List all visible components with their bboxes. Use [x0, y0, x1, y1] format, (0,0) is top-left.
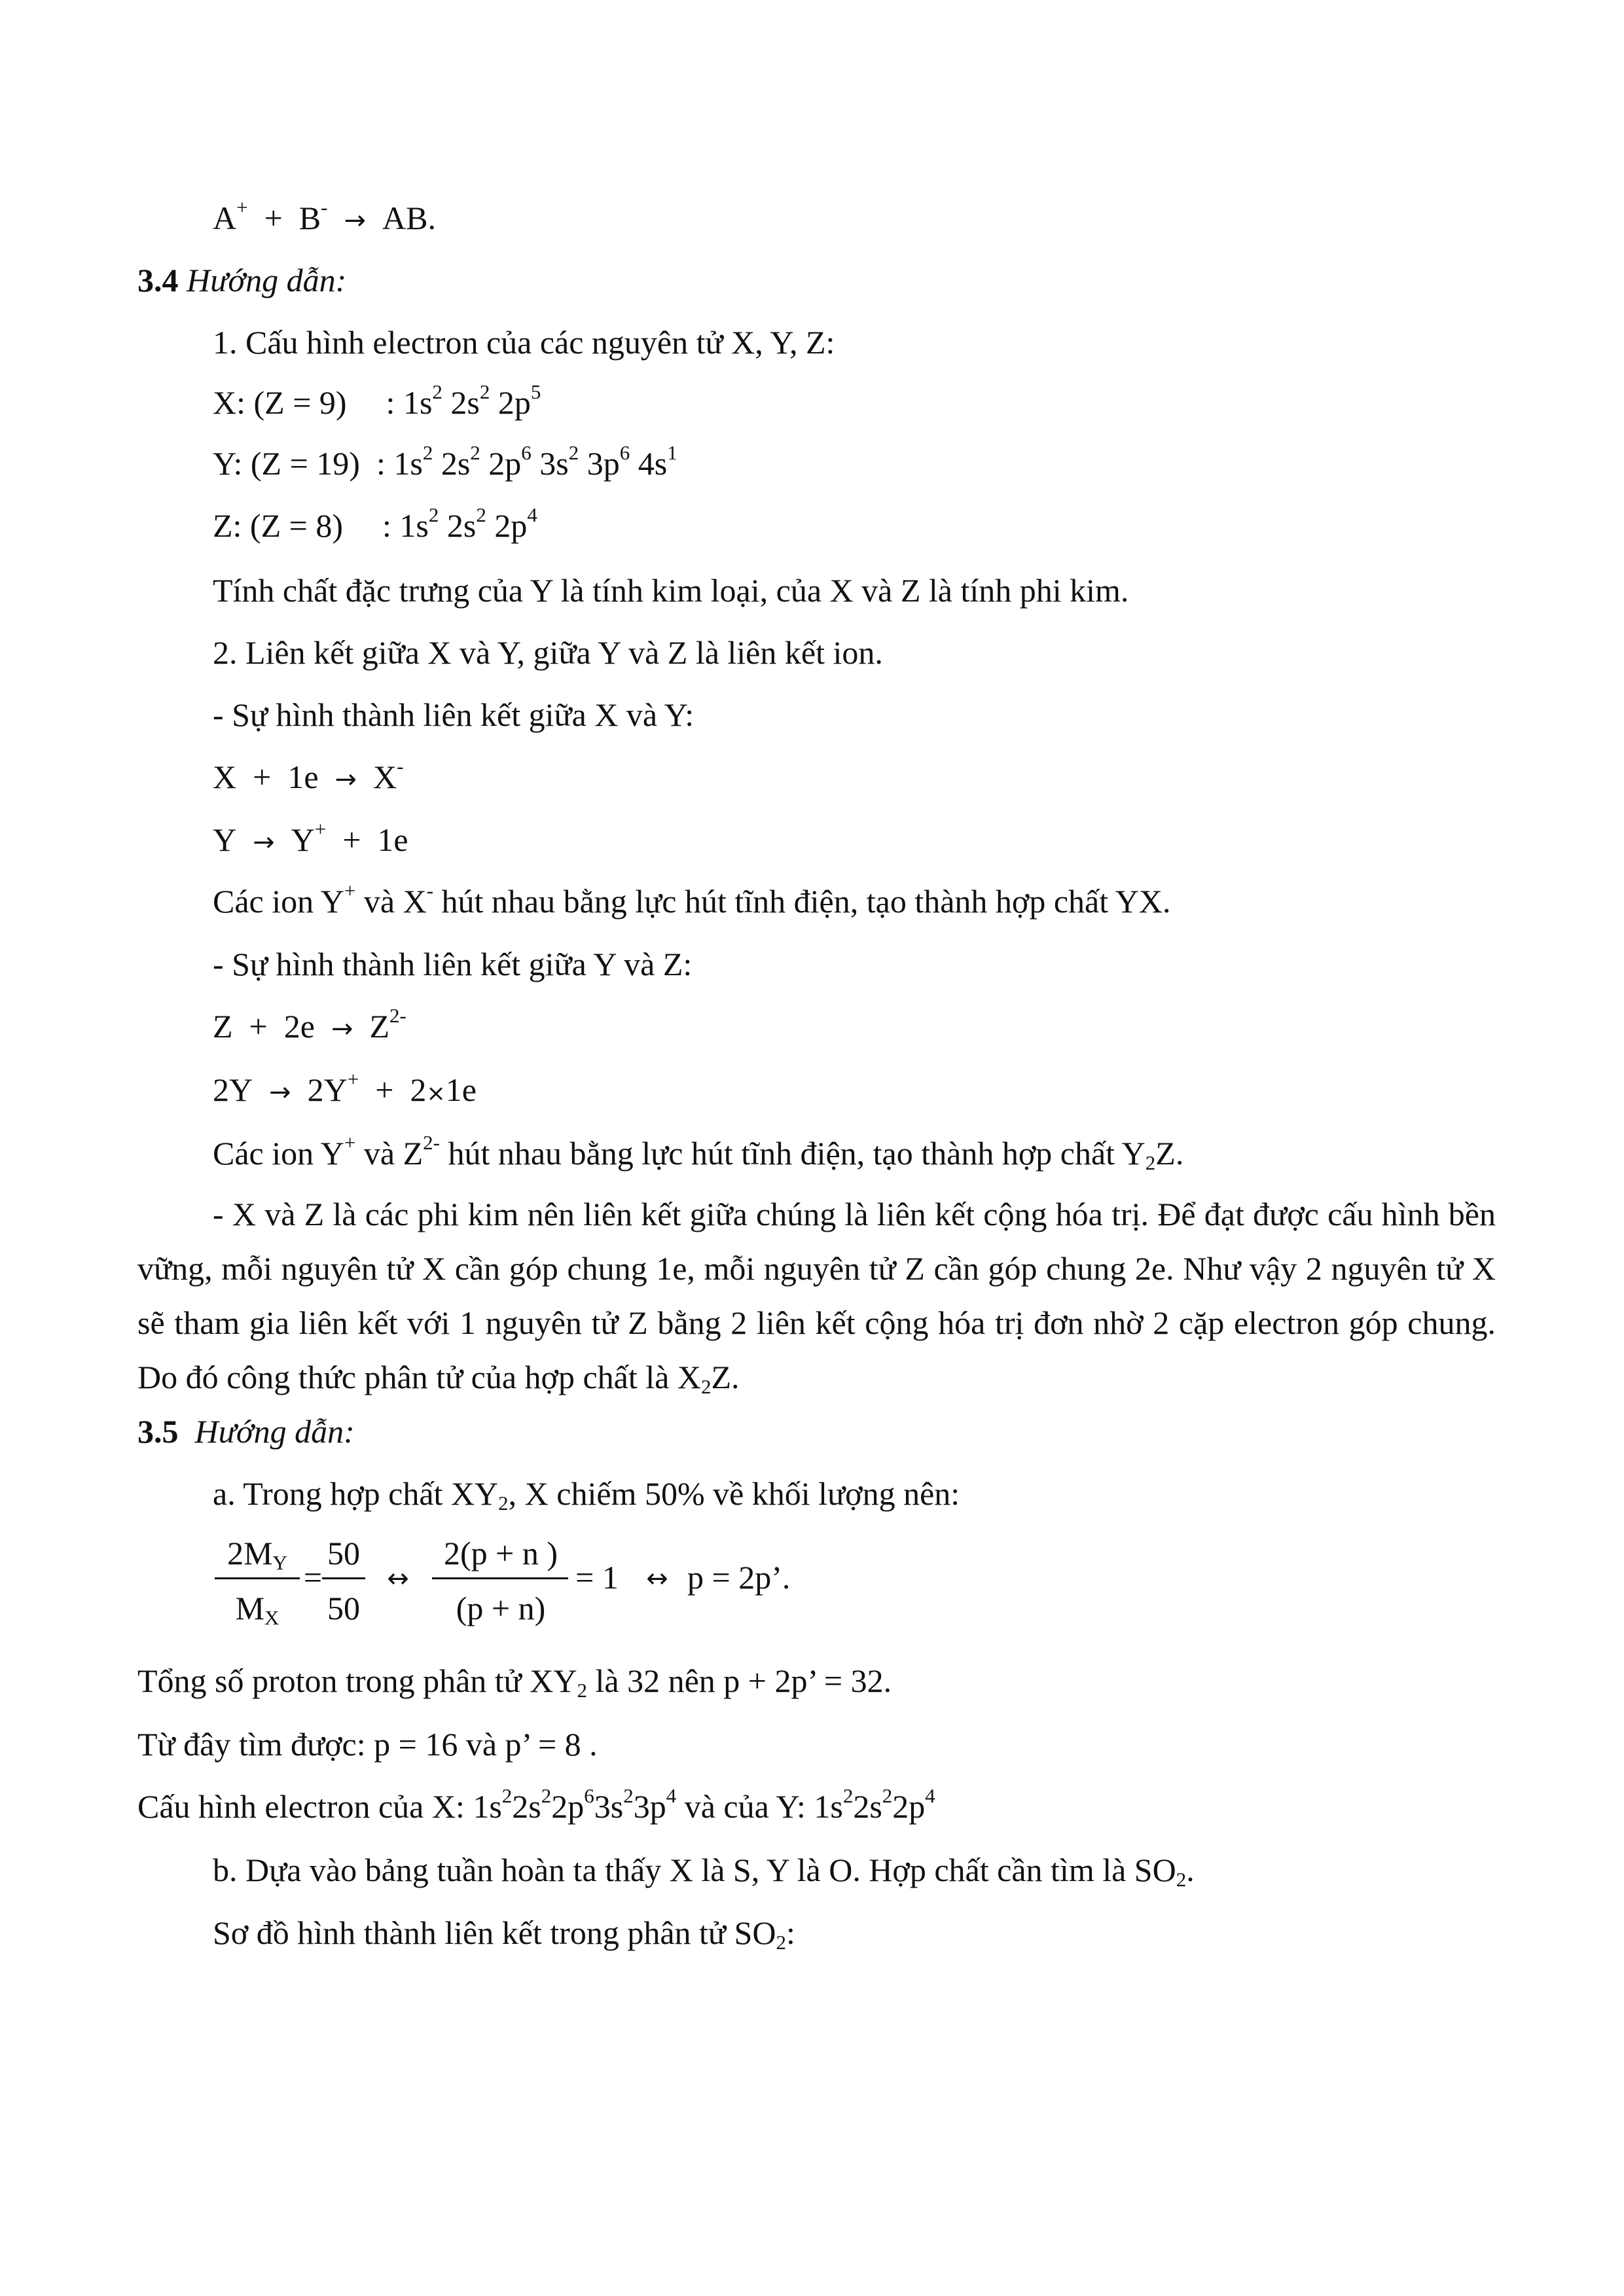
covalent-paragraph: - X và Z là các phi kim nên liên kết giữa chúng là liên kết cộng hóa trị. Để đạt được cấu hình bền vững, mỗi nguyên tử X cần góp chung 1e, mỗi nguyên tử Z cần góp chung 2e. Như vậy 2 nguyên tử X sẽ tham gia liên kết với 1 nguyên tử Z bằng 2 liên kết cộng hóa trị đơn nhờ 2 cặp electron góp chung. Do đó công thức phân tử của hợp chất là $X_2Z$.	[137, 1196, 1496, 1398]
equals-one: = 1	[575, 1559, 619, 1596]
bond-scheme-heading: Sơ đồ hình thành liên kết trong phân tử $SO_2$:	[213, 1914, 795, 1954]
fraction-3-denominator: (p + n)	[456, 1590, 546, 1626]
config-x: X: (Z = 9) : $1s^2$ $2s^2$ $2p^5$	[213, 380, 541, 421]
fraction-result: p = 2p’.	[687, 1559, 791, 1596]
config-intro: 1. Cấu hình electron của các nguyên tử X, Y, Z:	[213, 324, 835, 361]
fraction-1-denominator: $M_X$	[235, 1590, 280, 1629]
section-3-4-heading: 3.4 Hướng dẫn:	[137, 262, 347, 298]
equation-z-gain: $Z + 2e \to Z^{2-}$	[213, 1003, 406, 1045]
xy-formation-heading: - Sự hình thành liên kết giữa X và Y:	[213, 696, 695, 733]
iff-arrow-2: ↔	[646, 1564, 668, 1594]
iff-arrow-1: ↔	[387, 1564, 409, 1594]
electron-config-text: Cấu hình electron của X: $1s^22s^22p^63s^23p^4$ và của Y: $1s^22s^22p^4$	[137, 1784, 935, 1825]
total-proton-text: Tổng số proton trong phân tử $XY_2$ là 32 nên p + 2p’ = 32.	[137, 1662, 892, 1702]
equation-x-gain: X + 1e → X-	[213, 754, 404, 795]
fraction-1-bar	[215, 1577, 300, 1579]
fraction-2-bar	[322, 1577, 365, 1579]
ionic-bond-text: 2. Liên kết giữa X và Y, giữa Y và Z là liên kết ion.	[213, 634, 883, 671]
yz-result-text: Các ion Y+ và $Z^{2-}$ hút nhau bằng lực hút tĩnh điện, tạo thành hợp chất $Y_2Z$.	[213, 1130, 1184, 1174]
config-z: Z: (Z = 8) : $1s^2$ $2s^2$ $2p^4$	[213, 503, 537, 544]
fraction-2-numerator: 50	[327, 1535, 360, 1571]
equation-y-loss: Y → Y+ + 1e	[213, 817, 408, 858]
mass-percent-text: a. Trong hợp chất $XY_2$, X chiếm 50% về khối lượng nên:	[213, 1475, 960, 1515]
fraction-3-numerator: 2(p + n )	[444, 1535, 558, 1571]
yz-formation-heading: - Sự hình thành liên kết giữa Y và Z:	[213, 946, 693, 982]
section-3-5-heading: 3.5 Hướng dẫn:	[137, 1413, 355, 1450]
equation-2y-loss: 2Y → 2Y+ + 2×1e	[213, 1067, 477, 1108]
fraction-1-numerator: $2M_Y$	[227, 1535, 287, 1574]
property-text: Tính chất đặc trưng của Y là tính kim loại, của X và Z là tính phi kim.	[213, 572, 1129, 609]
reaction-ab: A+ + B- → AB.	[213, 195, 436, 236]
solution-text: Từ đây tìm được: p = 16 và p’ = 8 .	[137, 1726, 598, 1763]
periodic-table-text: b. Dựa vào bảng tuần hoàn ta thấy X là S, Y là O. Hợp chất cần tìm là $SO_2$.	[213, 1852, 1195, 1891]
config-y: Y: (Z = 19) : $1s^2$ $2s^2$ $2p^6$ $3s^2$ $3p^6$ $4s^1$	[213, 440, 677, 482]
fraction-3-bar	[432, 1577, 568, 1579]
fraction-2-denominator: 50	[327, 1590, 360, 1626]
xy-result-text: Các ion Y+ và X- hút nhau bằng lực hút tĩnh điện, tạo thành hợp chất YX.	[213, 878, 1171, 920]
equals-sign-1: =	[303, 1559, 323, 1596]
